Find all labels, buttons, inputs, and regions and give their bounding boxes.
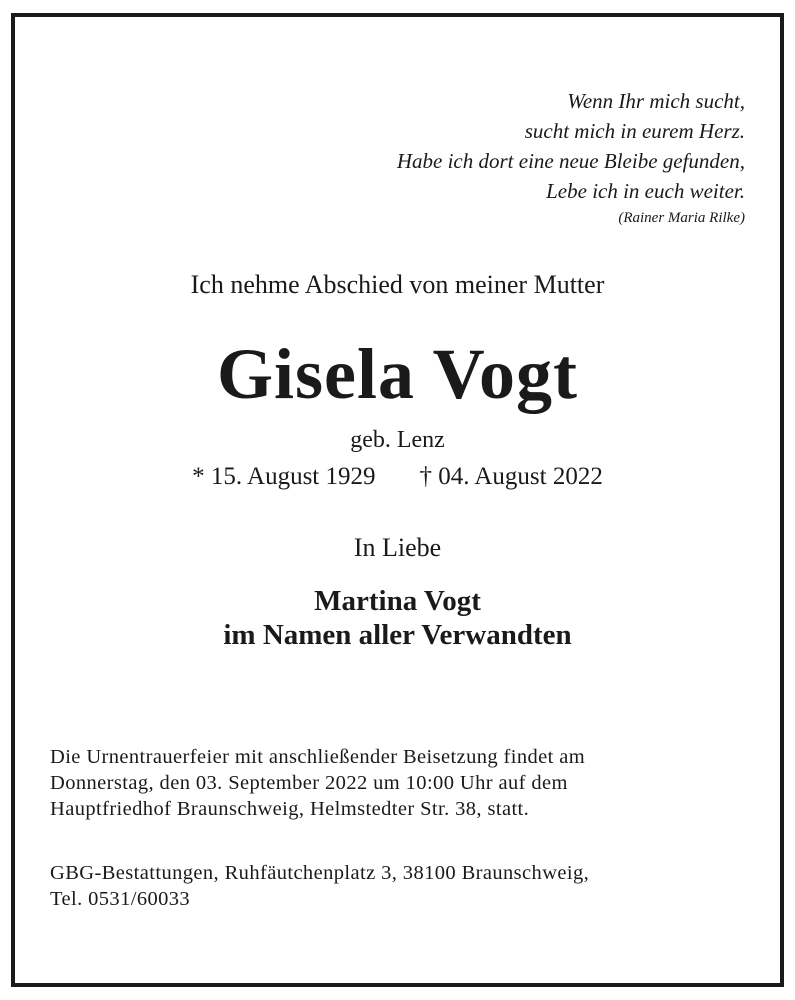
poem-author: (Rainer Maria Rilke) bbox=[618, 210, 745, 226]
undertaker-line: GBG-Bestattungen, Ruhfäutchenplatz 3, 38100 Braunschweig, bbox=[50, 862, 590, 884]
ceremony-line: Die Urnentrauerfeier mit anschließender Beisetzung findet am bbox=[50, 746, 586, 768]
life-dates bbox=[0, 463, 795, 491]
poem-line: Lebe ich in euch weiter. bbox=[546, 179, 745, 203]
poem bbox=[397, 86, 745, 230]
death-date: † 04. August 2022 bbox=[419, 463, 603, 490]
deceased-name: Gisela Vogt bbox=[216, 334, 579, 414]
birth-date: * 15. August 1929 bbox=[192, 463, 376, 490]
poem-line: Wenn Ihr mich sucht, bbox=[567, 89, 745, 113]
signers bbox=[0, 584, 795, 652]
ceremony-info bbox=[50, 744, 745, 822]
ceremony-line: Donnerstag, den 03. September 2022 um 10:00 Uhr auf dem bbox=[50, 772, 568, 794]
undertaker-info bbox=[50, 860, 745, 912]
intro-text: Ich nehme Abschied von meiner Mutter bbox=[190, 270, 605, 299]
poem-line: sucht mich in eurem Herz. bbox=[524, 119, 745, 143]
poem-line: Habe ich dort eine neue Bleibe gefunden, bbox=[396, 149, 745, 173]
signer-note: im Namen aller Verwandten bbox=[223, 619, 572, 651]
maiden-name: geb. Lenz bbox=[350, 427, 445, 453]
undertaker-line: Tel. 0531/60033 bbox=[50, 888, 191, 910]
ceremony-line: Hauptfriedhof Braunschweig, Helmstedter Str. 38, statt. bbox=[50, 798, 530, 820]
closing-phrase: In Liebe bbox=[353, 533, 442, 562]
signer-name: Martina Vogt bbox=[314, 585, 481, 617]
